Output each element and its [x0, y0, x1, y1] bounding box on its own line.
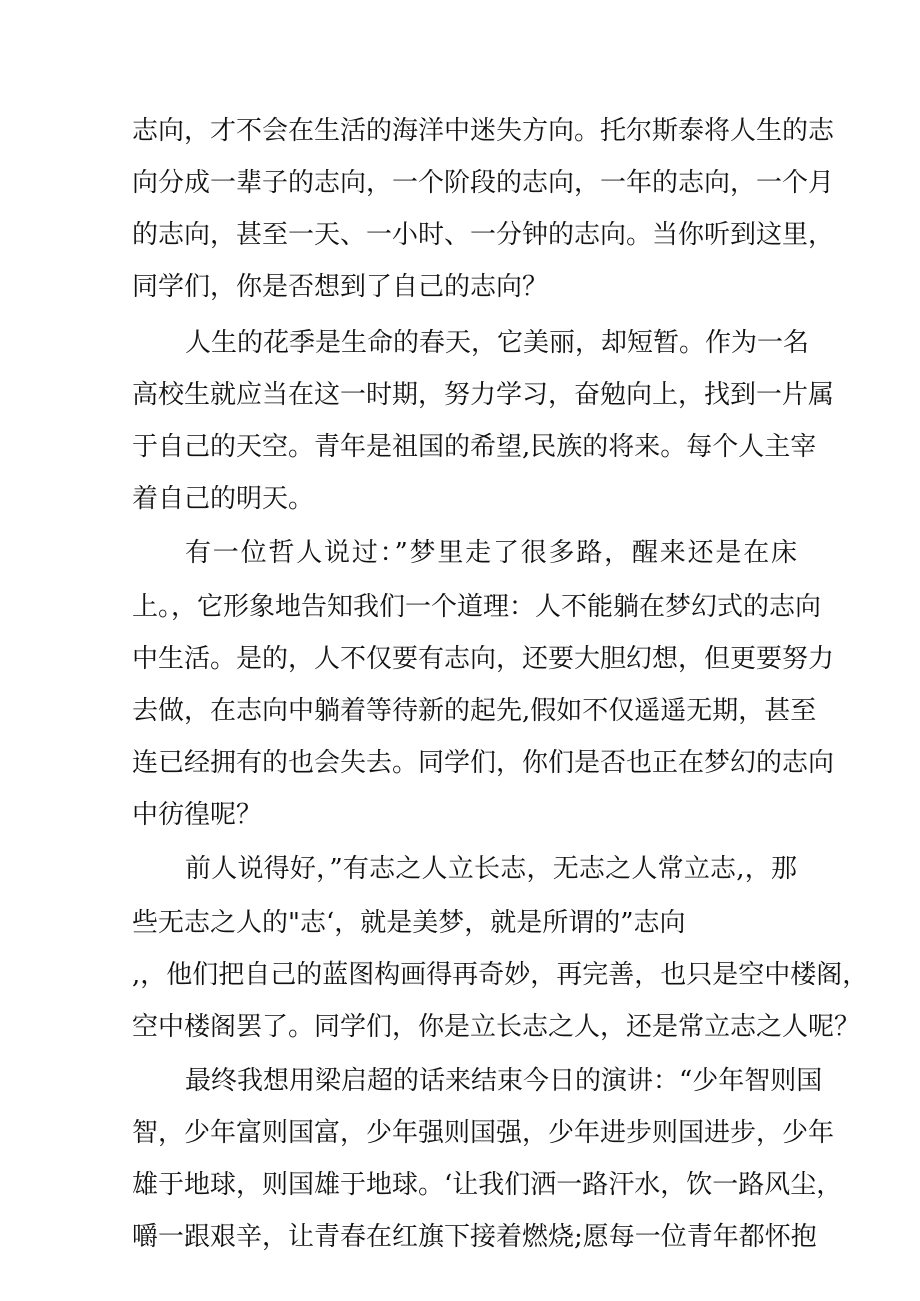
text-line: 高校生就应当在这一时期，努力学习，奋勉向上，找到一片属 [132, 380, 835, 410]
text-line: 智，少年富则国富，少年强则国强，少年进步则国进步，少年 [132, 1118, 835, 1148]
text-line: 中生活。是的，人不仅要有志向，还要大胆幻想，但更要努力 [132, 644, 835, 674]
text-line: 同学们，你是否想到了自己的志向？ [132, 272, 549, 302]
paragraph-first-line: 前人说得好，”有志之人立长志，无志之人常立志,，那 [185, 854, 797, 884]
text-line: 于自己的天空。青年是祖国的希望,民族的将来。每个人主宰 [132, 432, 817, 462]
text-line: 雄于地球，则国雄于地球。‘让我们洒一路汗水，饮一路风尘， [132, 1170, 843, 1200]
text-line: 的志向，甚至一天、一小时、一分钟的志向。当你听到这里， [132, 220, 835, 250]
text-line: 空中楼阁罢了。同学们，你是立长志之人，还是常立志之人呢？ [132, 1012, 861, 1042]
paragraph-first-line: 最终我想用梁启超的话来结束今日的演讲：“少年智则国 [185, 1066, 823, 1096]
text-line: 中彷徨呢？ [132, 800, 263, 830]
text-line: 些无志之人的"志‘，就是美梦，就是所谓的”志向 [132, 908, 686, 938]
text-line: 志向，才不会在生活的海洋中迷失方向。托尔斯泰将人生的志 [132, 116, 835, 146]
text-line: 上。，它形象地告知我们一个道理：人不能躺在梦幻式的志向 [132, 592, 822, 622]
text-line: 向分成一辈子的志向，一个阶段的志向，一年的志向，一个月 [132, 168, 835, 198]
text-line: 连已经拥有的也会失去。同学们，你们是否也正在梦幻的志向 [132, 748, 835, 778]
paragraph-first-line: 人生的花季是生命的春天，它美丽，却短暂。作为一名 [185, 328, 810, 358]
paragraph-first-line: 有一位哲人说过：”梦里走了很多路，醒来还是在床 [185, 538, 797, 568]
text-line: 着自己的明天。 [132, 484, 315, 514]
text-line: ,，他们把自己的蓝图构画得再奇妙，再完善，也只是空中楼阁， [132, 960, 869, 990]
text-line: 去做，在志向中躺着等待新的起先,假如不仅遥遥无期，甚至 [132, 696, 817, 726]
text-line: 嚼一跟艰辛，让青春在红旗下接着燃烧;愿每一位青年都怀抱 [132, 1222, 817, 1252]
